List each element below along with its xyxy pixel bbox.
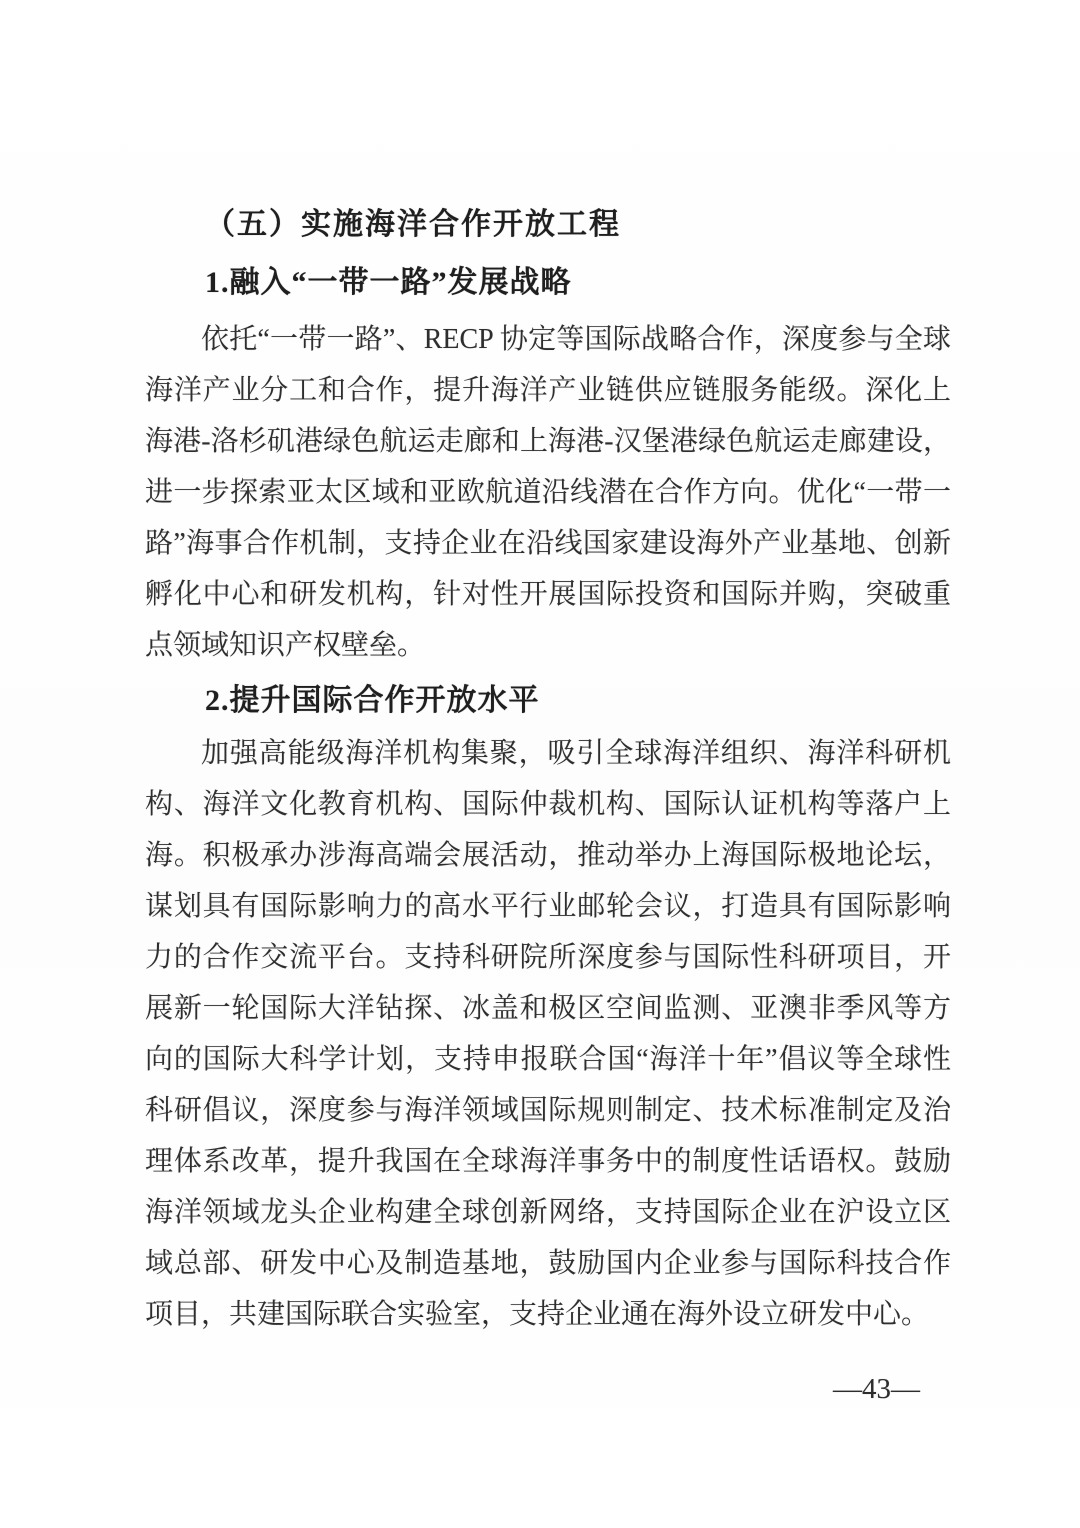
subsection-1-paragraph: 依托“一带一路”、RECP 协定等国际战略合作，深度参与全球海洋产业分工和合作，提升海洋产业链供应链服务能级。深化上海港-洛杉矶港绿色航运走廊和上海港-汉堡港绿色航运走廊建设，进一步探索亚太区域和亚欧航道沿线潜在合作方向。优化“一带一路”海事合作机制，支持企业在沿线国家建设海外产业基地、创新孵化中心和研发机构，针对性开展国际投资和国际并购，突破重点领域知识产权壁垒。 [145, 324, 951, 661]
page-content [145, 199, 951, 1340]
subsection-heading-1: 1.融入“一带一路”发展战略 [205, 266, 572, 299]
subsection-2-paragraph: 加强高能级海洋机构集聚，吸引全球海洋组织、海洋科研机构、海洋文化教育机构、国际仲裁机构、国际认证机构等落户上海。积极承办涉海高端会展活动，推动举办上海国际极地论坛，谋划具有国际影响力的高水平行业邮轮会议，打造具有国际影响力的合作交流平台。支持科研院所深度参与国际性科研项目，开展新一轮国际大洋钻探、冰盖和极区空间监测、亚澳非季风等方向的国际大科学计划，支持申报联合国“海洋十年”倡议等全球性科研倡议，深度参与海洋领域国际规则制定、技术标准制定及治理体系改革，提升我国在全球海洋事务中的制度性话语权。鼓励海洋领域龙头企业构建全球创新网络，支持国际企业在沪设立区域总部、研发中心及制造基地，鼓励国内企业参与国际科技合作项目，共建国际联合实验室，支持企业通在海外设立研发中心。 [145, 738, 951, 1330]
section-heading: （五）实施海洋合作开放工程 [205, 208, 621, 241]
subsection-heading-2: 2.提升国际合作开放水平 [205, 684, 540, 717]
page-number: —43— [833, 1373, 920, 1405]
page-footer [833, 1364, 920, 1415]
